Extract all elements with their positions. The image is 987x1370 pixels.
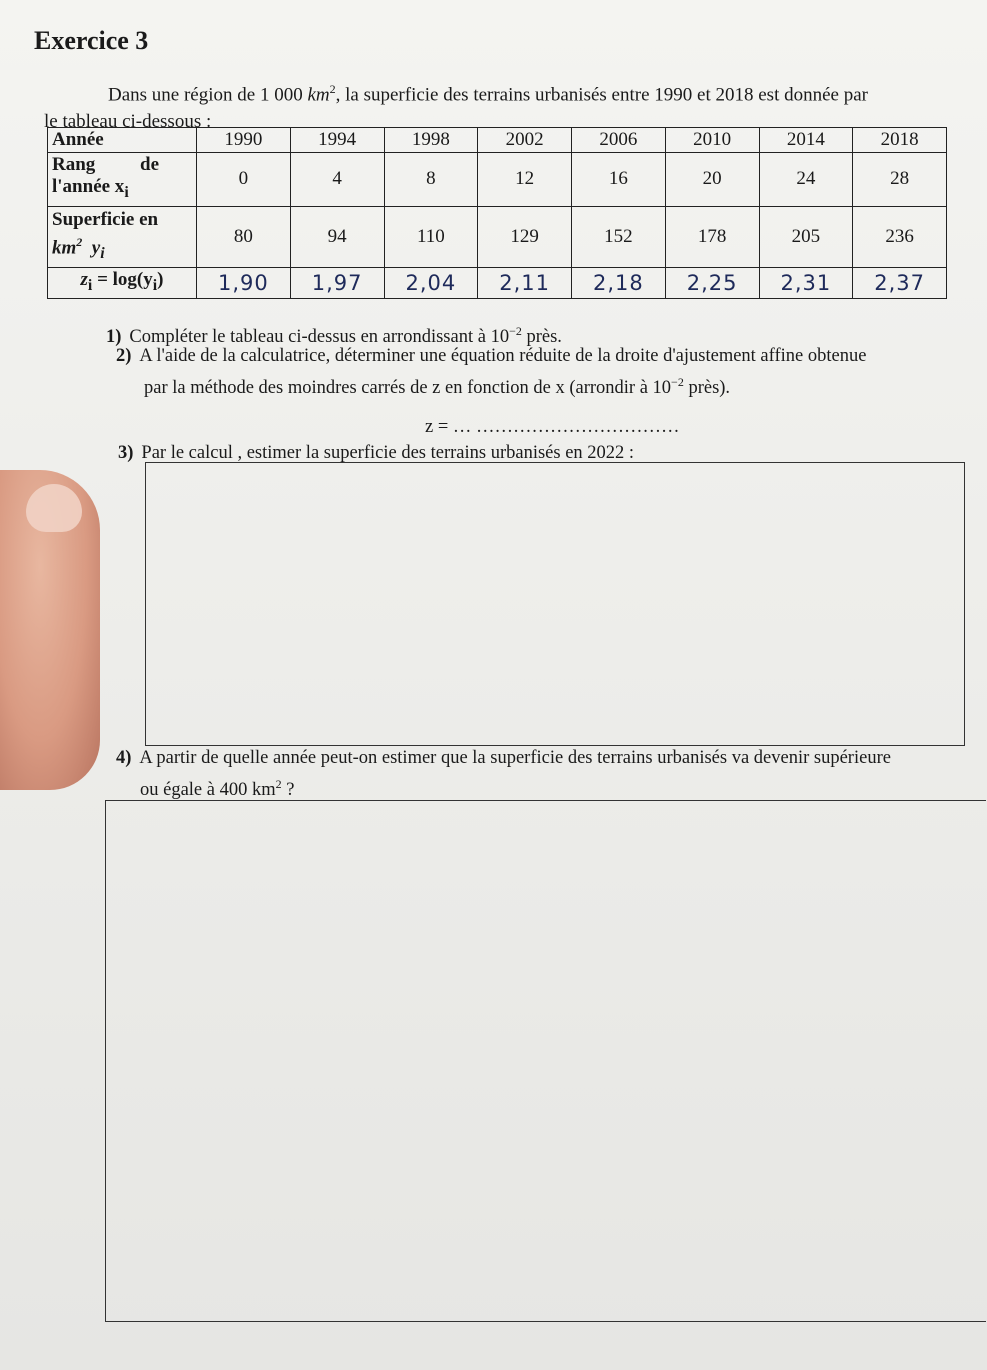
q3-number: 3) bbox=[118, 443, 134, 463]
exercise-title: Exercice 3 bbox=[34, 26, 149, 55]
header-rank-line1: Rang de bbox=[52, 154, 160, 176]
z-cell-handwritten: 2,25 bbox=[665, 268, 759, 299]
rank-cell: 0 bbox=[197, 152, 291, 206]
header-area-line1: Superficie en bbox=[52, 209, 159, 230]
area-cell: 205 bbox=[759, 206, 853, 267]
header-area-line2 bbox=[52, 231, 192, 265]
row-area bbox=[48, 206, 947, 267]
header-area-y: y bbox=[91, 237, 101, 259]
year-cell: 1998 bbox=[384, 128, 478, 153]
z-cell-handwritten: 2,31 bbox=[759, 268, 853, 299]
year-cell: 2014 bbox=[759, 128, 853, 153]
year-cell: 2002 bbox=[478, 128, 572, 153]
year-cell: 1990 bbox=[197, 128, 291, 153]
intro-line1-pre: Dans une région de 1 000 bbox=[108, 84, 308, 106]
area-cell: 236 bbox=[853, 206, 947, 267]
z-cell-handwritten: 2,04 bbox=[384, 268, 478, 299]
question-2 bbox=[116, 343, 956, 401]
header-rank bbox=[48, 152, 197, 206]
z-cell-handwritten: 1,97 bbox=[290, 268, 384, 299]
q4-line1: A partir de quelle année peut-on estimer que la superficie des terrains urbanisés va devenir supérieure bbox=[139, 748, 891, 768]
intro-line2: le tableau ci-dessous : bbox=[44, 111, 212, 133]
rank-cell: 24 bbox=[759, 152, 853, 206]
z-cell-handwritten: 1,90 bbox=[197, 268, 291, 299]
q4-end: ? bbox=[281, 780, 295, 801]
row-year bbox=[48, 128, 947, 153]
q2-answer-line: z = … …………………………… bbox=[425, 417, 680, 437]
q2-number: 2) bbox=[116, 346, 132, 366]
header-z-close: ) bbox=[157, 269, 164, 291]
header-area-exp: 2 bbox=[76, 235, 83, 249]
header-area-sub: i bbox=[100, 245, 105, 263]
q1-exp: −2 bbox=[509, 324, 522, 338]
q4-exp: 2 bbox=[275, 777, 282, 791]
thumb-nail bbox=[26, 484, 82, 532]
intro-unit-exp: 2 bbox=[329, 82, 336, 96]
data-table bbox=[47, 127, 947, 299]
header-z-sub2: i bbox=[152, 276, 158, 294]
rank-cell: 20 bbox=[665, 152, 759, 206]
q3-answer-box bbox=[145, 462, 965, 746]
year-cell: 2010 bbox=[665, 128, 759, 153]
area-cell: 110 bbox=[384, 206, 478, 267]
z-cell-handwritten: 2,11 bbox=[478, 268, 572, 299]
q1-number: 1) bbox=[106, 327, 122, 348]
row-z bbox=[48, 268, 947, 299]
rank-cell: 28 bbox=[853, 152, 947, 206]
header-year: Année bbox=[48, 128, 197, 153]
z-cell-handwritten: 2,37 bbox=[853, 268, 947, 299]
row-rank bbox=[48, 152, 947, 206]
header-z-var: z bbox=[80, 269, 88, 291]
area-cell: 129 bbox=[478, 206, 572, 267]
header-z-sub: i bbox=[87, 276, 93, 294]
q1-end: près. bbox=[521, 327, 562, 348]
area-cell: 80 bbox=[197, 206, 291, 267]
q2-line1: A l'aide de la calculatrice, déterminer une équation réduite de la droite d'ajustement affine obtenue bbox=[139, 346, 867, 366]
header-rank-sub: i bbox=[124, 184, 129, 202]
area-cell: 94 bbox=[290, 206, 384, 267]
header-z-eq: = log(y bbox=[92, 269, 153, 291]
q4-line2: ou égale à 400 km bbox=[140, 780, 276, 801]
q4-answer-box bbox=[105, 800, 986, 1322]
q2-end: près). bbox=[683, 378, 731, 399]
area-cell: 152 bbox=[572, 206, 666, 267]
header-rank-line2 bbox=[52, 176, 192, 204]
rank-cell: 12 bbox=[478, 152, 572, 206]
header-rank-text: l'année x bbox=[52, 176, 125, 198]
year-cell: 2018 bbox=[853, 128, 947, 153]
q3-text: Par le calcul , estimer la superficie des terrains urbanisés en 2022 : bbox=[141, 443, 635, 463]
question-4 bbox=[116, 745, 976, 803]
rank-cell: 8 bbox=[384, 152, 478, 206]
year-cell: 1994 bbox=[290, 128, 384, 153]
area-cell: 178 bbox=[665, 206, 759, 267]
q2-exp: −2 bbox=[671, 375, 684, 389]
header-area-km: km bbox=[52, 237, 77, 259]
year-cell: 2006 bbox=[572, 128, 666, 153]
rank-cell: 16 bbox=[572, 152, 666, 206]
header-area bbox=[48, 206, 197, 267]
z-cell-handwritten: 2,18 bbox=[572, 268, 666, 299]
header-z bbox=[48, 268, 197, 299]
intro-unit: km bbox=[307, 84, 330, 106]
q2-line2: par la méthode des moindres carrés de z en fonction de x (arrondir à 10 bbox=[144, 378, 672, 399]
q4-number: 4) bbox=[116, 748, 132, 768]
rank-cell: 4 bbox=[290, 152, 384, 206]
intro-line1-post: , la superficie des terrains urbanisés entre 1990 et 2018 est donnée par bbox=[335, 84, 868, 106]
q1-text: Compléter le tableau ci-dessus en arrondissant à 10 bbox=[129, 327, 510, 348]
